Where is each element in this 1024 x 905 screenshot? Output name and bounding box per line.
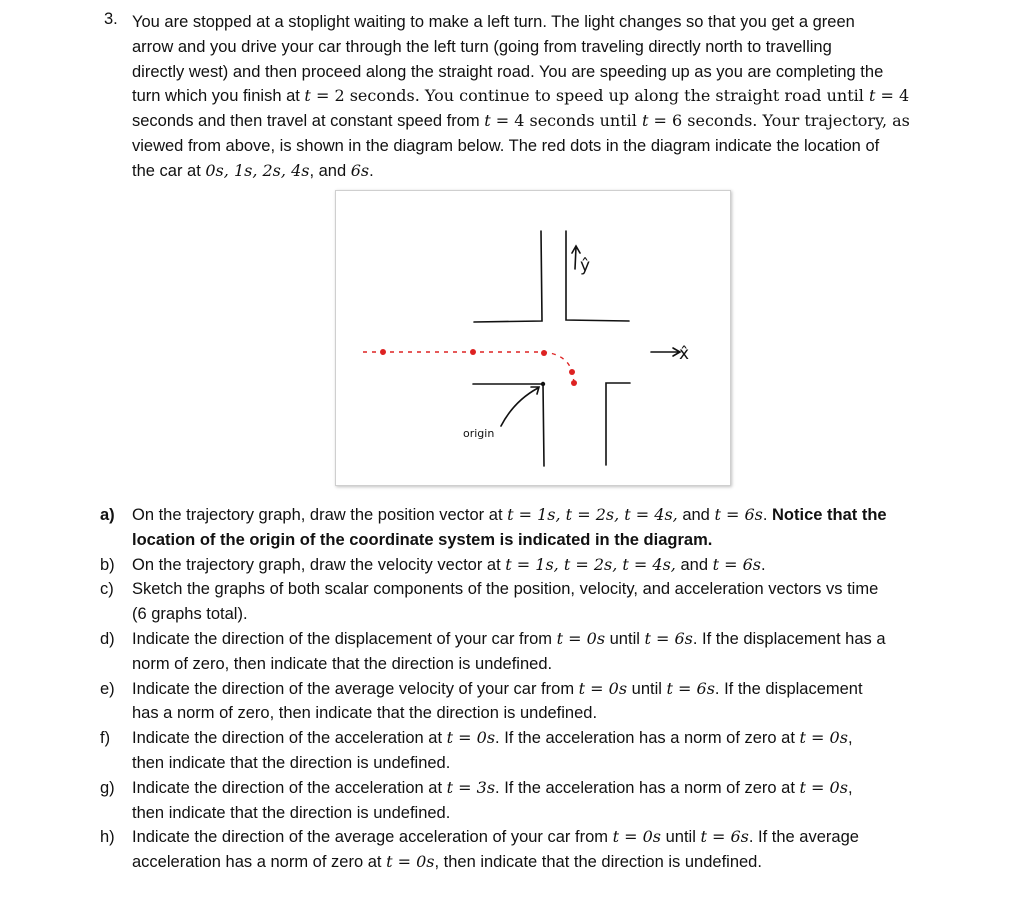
part-label: d) — [100, 629, 115, 648]
road-corner-bottom-right — [606, 383, 630, 465]
part-text: , — [847, 778, 853, 797]
part-text: , — [847, 729, 853, 748]
part-text: and — [677, 506, 715, 524]
part-label: a) — [100, 506, 115, 524]
math-t: t — [868, 86, 876, 106]
part-text: until — [661, 828, 701, 847]
math-expr: t = 6s — [644, 628, 693, 648]
dot-1s — [569, 369, 575, 375]
math-expr: t = 0s — [446, 728, 496, 748]
part-text: . If the acceleration has a norm of zero at — [495, 729, 800, 748]
part-label: c) — [100, 580, 114, 599]
trajectory-path — [363, 352, 574, 382]
math-expr: t = 6s — [714, 505, 763, 524]
road-corner-top-right — [566, 231, 629, 321]
part-text: Indicate the direction of the displacement of your car from — [132, 629, 557, 648]
math-expr: t = 1s, t = 2s, t = 4s, — [507, 505, 678, 524]
part-text: until — [605, 629, 645, 648]
part-a — [100, 503, 950, 553]
question-line-5 — [132, 109, 942, 134]
math-t: t — [641, 111, 649, 131]
part-text: On the trajectory graph, draw the position vector at — [132, 506, 508, 524]
dot-6s — [380, 349, 386, 355]
part-text: . If the displacement — [714, 679, 863, 698]
x-axis-arrow — [651, 348, 680, 356]
sub-questions — [100, 503, 950, 875]
part-e — [100, 677, 950, 727]
math-value: = 4 seconds until — [490, 111, 642, 131]
question-line-4 — [132, 84, 942, 109]
dot-4s — [470, 349, 476, 355]
question-text-fragment: . — [369, 161, 374, 180]
part-text: Indicate the direction of the average acceleration of your car from — [132, 828, 613, 847]
part-text: On the trajectory graph, draw the velocity vector at — [132, 555, 506, 574]
y-hat-label: ŷ — [580, 256, 591, 276]
part-d — [100, 627, 950, 677]
part-label: f) — [100, 729, 111, 748]
part-text: then indicate that the direction is undefined. — [132, 803, 451, 822]
trajectory-diagram — [335, 190, 731, 486]
question-text-fragment: the car at — [132, 161, 206, 180]
road-corner-top-left — [474, 231, 542, 322]
math-expr: t = 3s — [446, 777, 496, 797]
part-text: Sketch the graphs of both scalar components of the position, velocity, and acceleration vectors vs time — [132, 580, 879, 599]
origin-point — [541, 382, 545, 386]
part-bold: location of the origin of the coordinate system is indicated in the diagram. — [132, 530, 713, 549]
origin-arrow — [501, 387, 539, 426]
x-hat-label: x̂ — [679, 344, 690, 364]
math-expr: t = 0s — [799, 728, 848, 748]
part-text: has a norm of zero, then indicate that the direction is undefined. — [132, 704, 598, 723]
math-expr: t = 0s — [612, 827, 662, 847]
math-value: = 4 — [875, 86, 910, 106]
math-expr: t = 6s — [700, 827, 749, 847]
part-bold: Notice that the — [772, 506, 887, 524]
part-label: e) — [100, 679, 115, 698]
question-text-fragment: seconds and then travel at constant speed from — [132, 112, 485, 131]
part-text: . If the acceleration has a norm of zero at — [495, 778, 800, 797]
dot-2s — [541, 350, 547, 356]
part-label: b) — [100, 555, 115, 574]
part-text: then indicate that the direction is undefined. — [132, 753, 451, 772]
math-expr: t = 0s — [386, 852, 435, 872]
question-line-2: arrow and you drive your car through the left turn (going from traveling directly north to travelling — [132, 37, 832, 56]
part-text: Indicate the direction of the acceleration at — [132, 778, 447, 797]
question-number: 3. — [104, 10, 118, 28]
math-expr: t = 0s — [556, 628, 606, 648]
question-line-3: directly west) and then proceed along the straight road. You are speeding up as you are completing the — [132, 62, 884, 81]
part-b — [100, 553, 950, 578]
math-t: t — [484, 111, 491, 131]
part-g — [100, 776, 950, 826]
diagram-svg — [336, 191, 730, 485]
part-f — [100, 726, 950, 776]
question-line-7 — [132, 159, 942, 184]
question-line-1: You are stopped at a stoplight waiting to make a left turn. The light changes so that you get a green — [132, 13, 855, 31]
part-text: acceleration has a norm of zero at — [132, 853, 387, 872]
part-label: h) — [100, 828, 115, 847]
math-value: = 6 seconds. Your trajectory, as — [648, 111, 910, 131]
math-expr: t = 0s — [799, 777, 848, 797]
part-text: (6 graphs total). — [132, 605, 248, 624]
part-text: . If the average — [748, 828, 859, 847]
math-expr: t = 0s — [578, 678, 628, 698]
math-value: = 2 seconds. You continue to speed up along the straight road until — [310, 86, 869, 106]
part-text: Indicate the direction of the average velocity of your car from — [132, 679, 579, 698]
part-text: until — [627, 679, 667, 698]
question-text-fragment: , and — [309, 161, 351, 180]
part-text: Indicate the direction of the acceleration at — [132, 729, 447, 748]
y-axis-arrow — [572, 246, 580, 269]
math-times: 0s, 1s, 2s, 4s — [205, 160, 310, 180]
road-corner-bottom-left — [473, 384, 544, 466]
dot-0s — [571, 380, 577, 386]
part-text: and — [675, 555, 713, 574]
part-text: . If the displacement has a — [692, 629, 886, 648]
part-label: g) — [100, 778, 115, 797]
question-line-6: viewed from above, is shown in the diagram below. The red dots in the diagram indicate the location of — [132, 136, 880, 155]
math-t: t — [304, 86, 311, 106]
part-text: norm of zero, then indicate that the direction is undefined. — [132, 654, 553, 673]
part-h — [100, 825, 950, 875]
question-text — [132, 10, 942, 184]
question-text-fragment: turn which you finish at — [132, 87, 305, 106]
part-text: . — [762, 506, 773, 524]
part-c — [100, 577, 950, 627]
part-text: . — [761, 555, 766, 574]
math-expr: t = 6s — [712, 554, 761, 574]
math-expr: t = 1s, t = 2s, t = 4s, — [505, 554, 676, 574]
part-text: , then indicate that the direction is undefined. — [434, 853, 762, 872]
math-expr: t = 6s — [666, 678, 715, 698]
origin-label: origin — [463, 427, 495, 440]
math-times: 6s — [350, 160, 370, 180]
